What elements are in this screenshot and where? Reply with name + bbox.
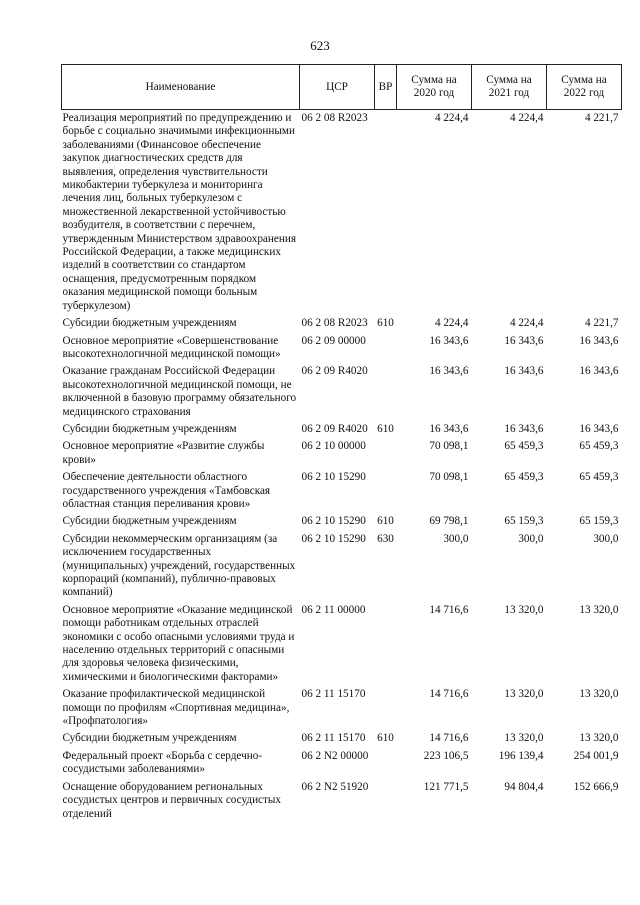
header-csr: ЦСР (300, 65, 375, 110)
row-sum-2021: 16 343,6 (504, 422, 544, 435)
row-sum-2022: 65 459,3 (579, 471, 619, 484)
page-number: 623 (310, 38, 330, 53)
row-sum-2020: 4 224,4 (434, 112, 469, 124)
row-csr: 06 2 10 00000 (301, 440, 366, 453)
table-row (62, 750, 622, 781)
row-sum-2022: 16 343,6 (579, 365, 619, 378)
row-sum-2020: 70 098,1 (429, 440, 469, 453)
row-csr: 06 2 11 15170 (301, 732, 366, 745)
row-sum-2022: 254 001,9 (573, 749, 619, 762)
row-sum-2021: 196 139,4 (498, 749, 544, 762)
row-name: Субсидии бюджетным учреждениям (62, 732, 237, 745)
row-sum-2022: 300,0 (593, 532, 619, 545)
table-row (62, 423, 622, 440)
row-sum-2022: 16 343,6 (579, 422, 619, 435)
row-vr (375, 688, 397, 732)
row-csr: 06 2 10 15290 (301, 532, 366, 545)
table-row (62, 732, 622, 749)
row-sum-2021: 16 343,6 (504, 334, 544, 347)
row-name: Субсидии некоммерческим организациям (за исключением государственных (муниципальных) учреждений, государственных корпораций (компаний), публично-правовых компаний) (62, 532, 296, 599)
row-csr: 06 2 10 15290 (301, 471, 366, 484)
row-vr: 610 (377, 317, 394, 330)
row-csr: 06 2 09 R4020 (301, 365, 368, 378)
row-name: Основное мероприятие «Совершенствование высокотехнологичной медицинской помощи» (62, 334, 281, 360)
row-vr (375, 471, 397, 515)
row-vr: 610 (377, 732, 394, 745)
row-name: Федеральный проект «Борьба с сердечно-сосудистыми заболеваниями» (62, 749, 263, 776)
table-row (62, 604, 622, 688)
row-vr: 630 (377, 532, 394, 545)
row-name: Субсидии бюджетным учреждениям (62, 422, 237, 435)
row-csr: 06 2 N2 51920 (301, 780, 369, 793)
row-sum-2022: 13 320,0 (579, 688, 619, 701)
row-sum-2022: 16 343,6 (579, 334, 619, 347)
row-sum-2021: 16 343,6 (504, 365, 544, 378)
table-row (62, 110, 622, 318)
row-sum-2020: 4 224,4 (434, 317, 469, 330)
row-sum-2021: 300,0 (518, 532, 544, 545)
row-vr (375, 781, 397, 825)
table-row (62, 533, 622, 604)
row-vr (375, 110, 397, 318)
row-sum-2020: 16 343,6 (429, 365, 469, 378)
row-sum-2020: 223 106,5 (423, 749, 469, 762)
header-vr: ВР (375, 65, 397, 110)
budget-table (61, 64, 622, 825)
row-csr: 06 2 11 00000 (301, 603, 366, 616)
table-row (62, 440, 622, 471)
row-name: Обеспечение деятельности областного государственного учреждения «Тамбовская областная станция переливания крови» (62, 471, 271, 510)
table-header (62, 65, 622, 110)
row-sum-2020: 70 098,1 (429, 471, 469, 484)
row-sum-2022: 13 320,0 (579, 603, 619, 616)
row-name: Субсидии бюджетным учреждениям (62, 515, 237, 528)
row-name: Реализация мероприятий по предупреждению и борьбе с социально значимыми инфекционными заболеваниями (Финансовое обеспечение закупок диагностических средств для выявления, определения чувствительности микобактерии туберкулеза и мониторинга лечения лиц, больных туберкулезом с множественной лекарственной устойчивостью возбудителя, в соответствии с перечнем, утвержденным Министерством здравоохранения Российской Федерации, а также медицинских изделий в соответствии со стандартом оснащения, предусмотренным порядком оказания медицинской помощи больным туберкулезом) (62, 112, 296, 312)
row-vr (375, 750, 397, 781)
row-name: Субсидии бюджетным учреждениям (62, 317, 237, 330)
row-csr: 06 2 09 00000 (301, 334, 366, 347)
row-sum-2020: 69 798,1 (429, 515, 469, 528)
row-csr: 06 2 09 R4020 (301, 422, 368, 435)
row-name: Основное мероприятие «Развитие службы крови» (62, 440, 265, 466)
table-row (62, 317, 622, 334)
table-row (62, 335, 622, 366)
row-sum-2021: 65 459,3 (504, 440, 544, 453)
row-csr: 06 2 08 R2023 (301, 317, 368, 330)
row-sum-2021: 4 224,4 (509, 112, 544, 124)
row-sum-2021: 65 459,3 (504, 471, 544, 484)
row-sum-2022: 4 221,7 (584, 112, 619, 124)
header-sum-2021: Сумма на 2021 год (472, 65, 547, 110)
row-sum-2021: 94 804,4 (504, 780, 544, 793)
header-row (62, 65, 622, 110)
row-vr (375, 440, 397, 471)
row-sum-2022: 65 159,3 (579, 515, 619, 528)
row-csr: 06 2 11 15170 (301, 688, 366, 701)
row-vr (375, 604, 397, 688)
row-sum-2021: 13 320,0 (504, 603, 544, 616)
row-name: Оснащение оборудованием региональных сосудистых центров и первичных сосудистых отделений (62, 780, 282, 820)
header-sum-2020: Сумма на 2020 год (397, 65, 472, 110)
row-sum-2020: 16 343,6 (429, 334, 469, 347)
row-sum-2021: 65 159,3 (504, 515, 544, 528)
row-sum-2020: 14 716,6 (429, 732, 469, 745)
row-vr (375, 365, 397, 423)
row-csr: 06 2 10 15290 (301, 515, 366, 528)
header-name: Наименование (62, 65, 300, 110)
table-row (62, 365, 622, 423)
row-name: Оказание гражданам Российской Федерации высокотехнологичной медицинской помощи, не включенной в базовую программу обязательного медицинского страхования (62, 365, 297, 418)
row-sum-2020: 14 716,6 (429, 603, 469, 616)
row-vr: 610 (377, 515, 394, 528)
row-sum-2020: 14 716,6 (429, 688, 469, 701)
row-sum-2021: 13 320,0 (504, 732, 544, 745)
table-row (62, 688, 622, 732)
row-sum-2020: 300,0 (443, 532, 469, 545)
row-sum-2021: 13 320,0 (504, 688, 544, 701)
row-vr (375, 335, 397, 366)
row-csr: 06 2 N2 00000 (301, 749, 369, 762)
row-vr: 610 (377, 422, 394, 435)
table-row (62, 515, 622, 532)
table-body (62, 110, 622, 825)
table-row (62, 471, 622, 515)
row-name: Основное мероприятие «Оказание медицинской помощи работникам отдельных отраслей экономики с особо опасными условиями труда и населению отдельных территорий с опасными для здоровья человека физическими, химическими и биологическими факторами» (62, 603, 295, 683)
row-name: Оказание профилактической медицинской помощи по профилям «Спортивная медицина», «Профпатология» (62, 688, 290, 728)
row-sum-2020: 121 771,5 (423, 780, 469, 793)
row-sum-2022: 65 459,3 (579, 440, 619, 453)
row-csr: 06 2 08 R2023 (301, 112, 368, 124)
row-sum-2022: 13 320,0 (579, 732, 619, 745)
header-sum-2022: Сумма на 2022 год (547, 65, 622, 110)
row-sum-2022: 4 221,7 (584, 317, 619, 330)
row-sum-2021: 4 224,4 (509, 317, 544, 330)
table-row (62, 781, 622, 825)
row-sum-2020: 16 343,6 (429, 422, 469, 435)
row-sum-2022: 152 666,9 (573, 780, 619, 793)
